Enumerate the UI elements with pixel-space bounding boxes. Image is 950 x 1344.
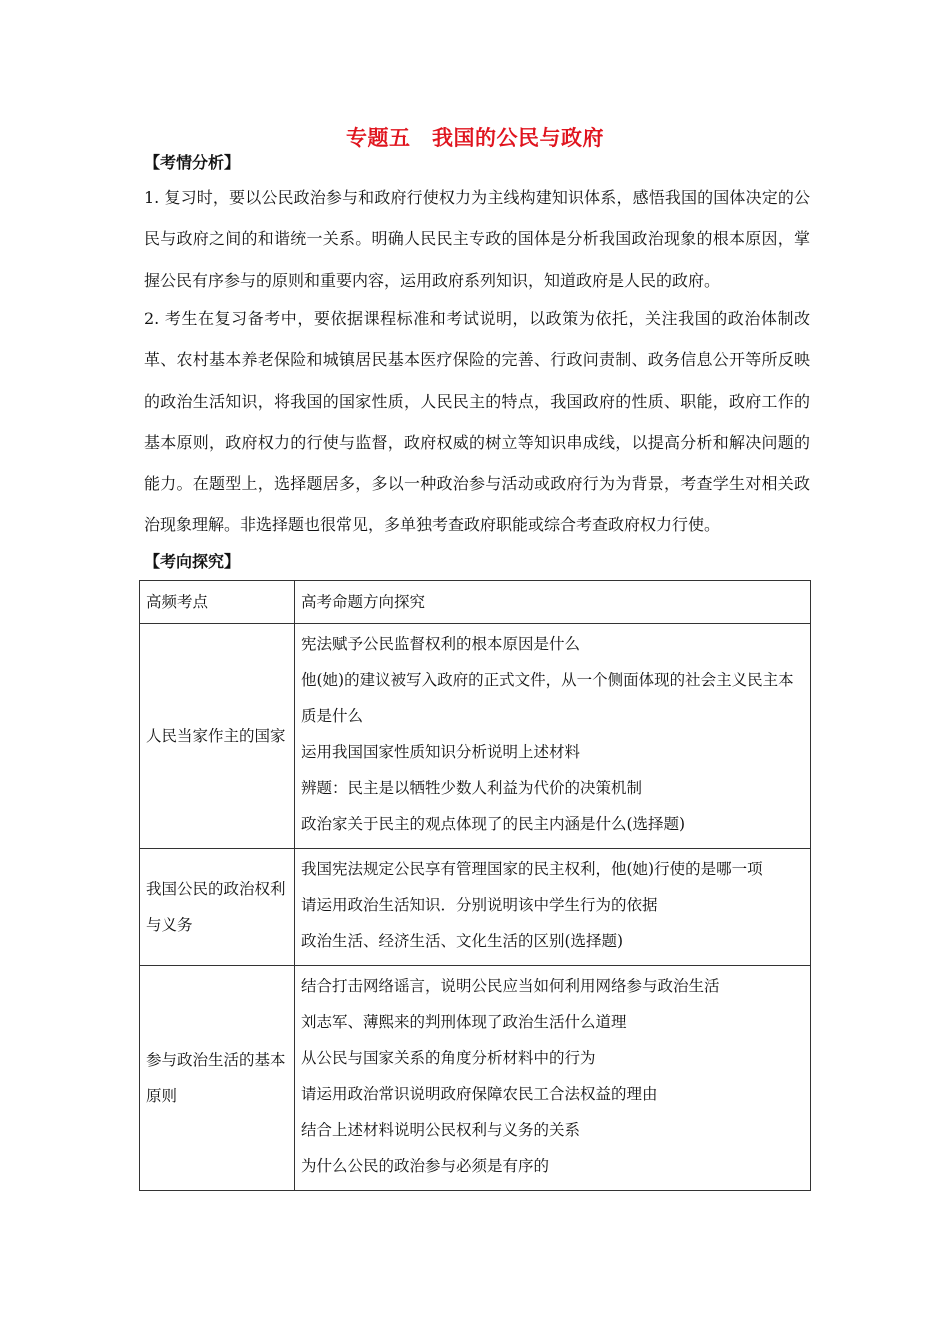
- table-row: [140, 966, 811, 1191]
- direction-item: 他(她)的建议被写入政府的正式文件，从一个侧面体现的社会主义民主本质是什么: [301, 671, 794, 725]
- direction-item: 辨题：民主是以牺牲少数人利益为代价的决策机制: [301, 779, 643, 797]
- direction-item: 请运用政治常识说明政府保障农民工合法权益的理由: [301, 1085, 658, 1103]
- table-row: [140, 624, 811, 849]
- topic-label: 我国公民的政治权利与义务: [146, 880, 286, 934]
- direction-item: 为什么公民的政治参与必须是有序的: [301, 1157, 550, 1175]
- direction-item: 政治生活、经济生活、文化生活的区别(选择题): [301, 932, 624, 950]
- table-header-row: [140, 581, 811, 624]
- section-heading-exploration: 【考向探究】: [144, 552, 241, 571]
- topic-cell: [140, 849, 295, 966]
- direction-item: 刘志军、薄熙来的判刑体现了政治生活什么道理: [301, 1013, 627, 1031]
- header-cell-direction: 高考命题方向探究: [295, 581, 811, 624]
- directions-cell: [295, 849, 811, 966]
- direction-item: 宪法赋予公民监督权利的根本原因是什么: [301, 635, 581, 653]
- directions-cell: [295, 624, 811, 849]
- page-title: 专题五 我国的公民与政府: [346, 126, 604, 150]
- topic-label: 参与政治生活的基本原则: [146, 1051, 286, 1105]
- topic-cell: [140, 966, 295, 1191]
- direction-item: 从公民与国家关系的角度分析材料中的行为: [301, 1049, 596, 1067]
- direction-item: 政治家关于民主的观点体现了的民主内涵是什么(选择题): [301, 815, 686, 833]
- section-heading-analysis: 【考情分析】: [144, 153, 241, 172]
- direction-item: 结合上述材料说明公民权利与义务的关系: [301, 1121, 581, 1139]
- topic-label: 人民当家作主的国家: [146, 727, 286, 745]
- table-row: [140, 849, 811, 966]
- direction-item: 我国宪法规定公民享有管理国家的民主权利，他(她)行使的是哪一项: [301, 860, 763, 878]
- paragraph-2: 2. 考生在复习备考中，要依据课程标准和考试说明，以政策为依托，关注我国的政治体制改革、农村基本养老保险和城镇居民基本医疗保险的完善、行政问责制、政务信息公开等所反映的政治生活知识，将我国的国家性质，人民民主的特点，我国政府的性质、职能，政府工作的基本原则，政府权力的行使与监督，政府权威的树立等知识串成线，以提高分析和解决问题的能力。在题型上，选择题居多，多以一种政治参与活动或政府行为为背景，考查学生对相关政治现象理解。非选择题也很常见，多单独考查政府职能或综合考查政府权力行使。: [144, 309, 810, 535]
- header-cell-topic: 高频考点: [140, 581, 295, 624]
- direction-item: 结合打击网络谣言，说明公民应当如何利用网络参与政治生活: [301, 977, 720, 995]
- direction-item: 运用我国国家性质知识分析说明上述材料: [301, 743, 581, 761]
- direction-item: 请运用政治生活知识．分别说明该中学生行为的依据: [301, 896, 658, 914]
- exam-topics-table: [139, 580, 811, 1191]
- paragraph-1: 1. 复习时，要以公民政治参与和政府行使权力为主线构建知识体系，感悟我国的国体决定的公民与政府之间的和谐统一关系。明确人民民主专政的国体是分析我国政治现象的根本原因，掌握公民有序参与的原则和重要内容，运用政府系列知识，知道政府是人民的政府。: [144, 188, 810, 290]
- directions-cell: [295, 966, 811, 1191]
- topic-cell: [140, 624, 295, 849]
